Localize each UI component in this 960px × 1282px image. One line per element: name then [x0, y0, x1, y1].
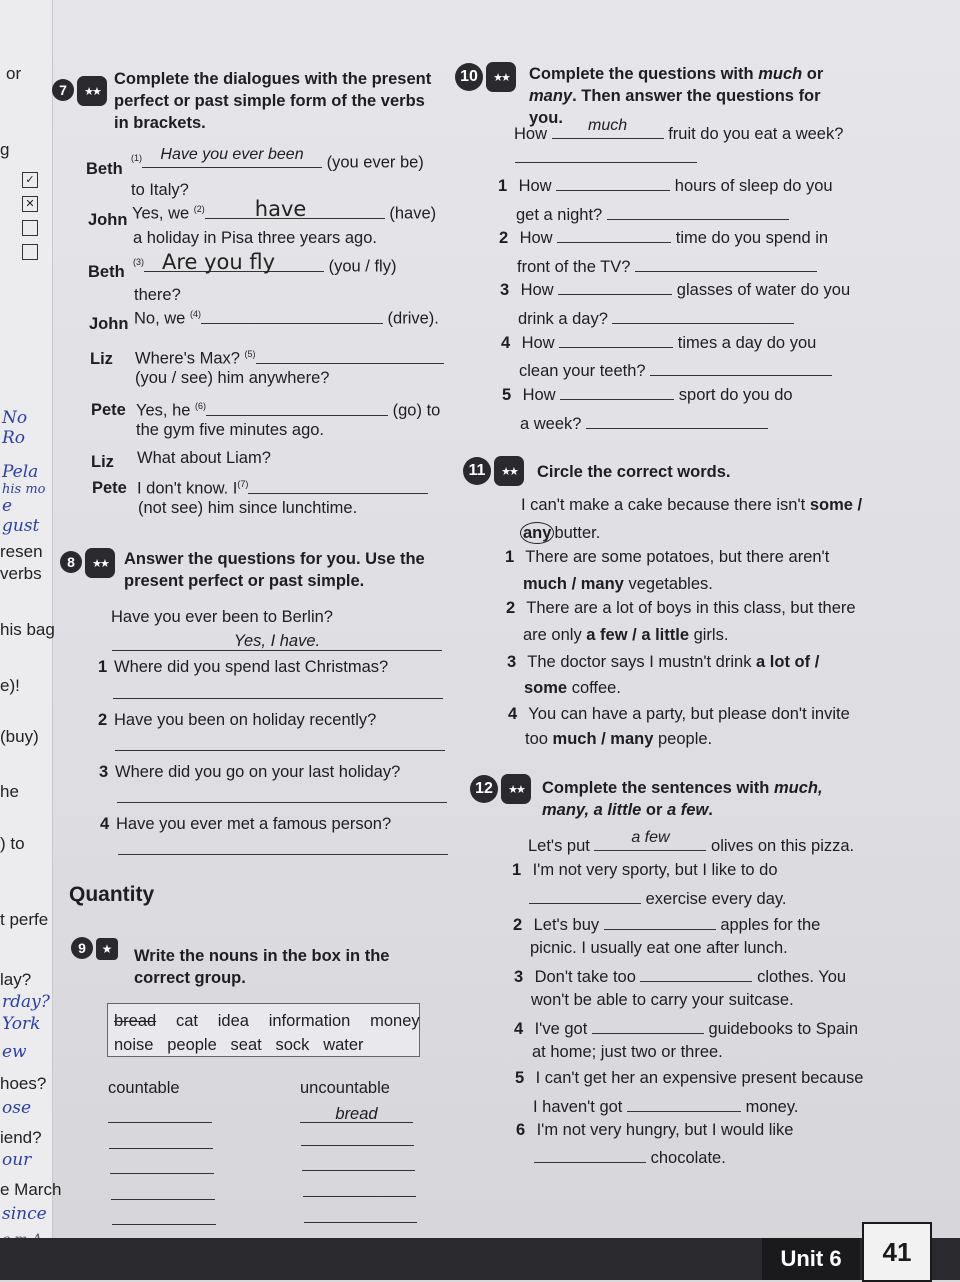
- sentence-text: people.: [658, 730, 713, 748]
- option[interactable]: some: [809, 496, 853, 514]
- left-fragment: g: [0, 140, 10, 159]
- speaker-name: Beth: [88, 263, 125, 281]
- column-heading-countable: countable: [108, 1079, 180, 1097]
- answer-line[interactable]: [304, 1222, 417, 1223]
- ref-number: (1): [131, 153, 142, 163]
- sentence-continuation: at home; just two or three.: [532, 1043, 723, 1061]
- question-text: glasses of water do you: [676, 281, 851, 299]
- dialogue-text: Where's Max?: [135, 349, 240, 368]
- question-item: [100, 813, 391, 835]
- exercise-8-header-icons: [60, 548, 115, 578]
- sentence-continuation: won't be able to carry your suitcase.: [531, 991, 794, 1009]
- dialogue-line: [133, 251, 396, 278]
- option-separator: /: [857, 496, 863, 514]
- exercise-9-instruction: Write the nouns in the box in the correct group.: [134, 947, 390, 987]
- dialogue-line: [132, 198, 436, 225]
- instruction-keyword: much, many, a little: [542, 779, 823, 819]
- two-star-icon: ★★: [486, 62, 516, 92]
- sentence-text: girls.: [693, 626, 729, 644]
- answer-blank[interactable]: [607, 201, 789, 220]
- option-pair[interactable]: a few / a little: [586, 626, 689, 644]
- answer-line[interactable]: [110, 1173, 214, 1174]
- sentence-item: [514, 963, 846, 988]
- answer-blank[interactable]: [558, 276, 672, 295]
- answer-line[interactable]: [109, 1148, 213, 1149]
- answer-blank[interactable]: [650, 357, 832, 376]
- word: people: [167, 1036, 217, 1054]
- question-item: [499, 224, 828, 249]
- sentence-item: [514, 1015, 858, 1040]
- question-text: get a night?: [516, 206, 603, 224]
- example-answer: bread: [335, 1105, 378, 1123]
- left-fragment: e March: [0, 1180, 62, 1199]
- exercise-number-badge: 11: [463, 457, 491, 485]
- dialogue-line: [131, 147, 424, 174]
- item-number: 3: [507, 653, 517, 671]
- question-continuation: [516, 201, 789, 226]
- sentence-item: [506, 597, 856, 619]
- exercise-7-instruction: Complete the dialogues with the present perfect or past simple form of the verbs in brackets.: [114, 70, 432, 132]
- sentence-item: [507, 651, 819, 673]
- two-star-icon: ★★: [501, 774, 531, 804]
- handwriting: ew: [2, 1042, 27, 1062]
- word-box-row: [114, 1034, 364, 1056]
- sentence-item: [508, 703, 850, 725]
- sentence-text: guidebooks to Spain: [708, 1020, 858, 1038]
- instruction-keyword: many: [529, 87, 573, 105]
- question-text: fruit do you eat a week?: [668, 125, 844, 143]
- left-fragment: ) to: [0, 834, 25, 853]
- question-text: How: [514, 125, 548, 143]
- answer-text: Have you ever been: [160, 145, 304, 163]
- instruction-text: or: [641, 801, 668, 819]
- question-text: front of the TV?: [517, 258, 631, 276]
- question-continuation: [518, 305, 794, 330]
- item-number: 3: [99, 763, 109, 781]
- handwriting: rday?: [2, 992, 50, 1012]
- word: idea: [217, 1012, 249, 1030]
- exercise-11-instruction: Circle the correct words.: [537, 463, 731, 481]
- word-box-row: [114, 1010, 420, 1032]
- option[interactable]: some: [524, 679, 568, 697]
- answer-blank[interactable]: [556, 172, 670, 191]
- answer-blank[interactable]: [256, 345, 444, 364]
- word-box: [107, 1003, 420, 1057]
- answer-blank[interactable]: [604, 911, 716, 930]
- exercise-number-badge: 7: [52, 79, 74, 101]
- sentence-text: money.: [745, 1098, 799, 1116]
- sentence-text: clothes. You: [757, 968, 847, 986]
- answer-line[interactable]: [301, 1145, 414, 1146]
- speaker-name: Beth: [86, 160, 123, 178]
- sentence-text: butter.: [554, 524, 601, 542]
- sentence-text: Let's buy: [533, 916, 600, 934]
- handwritten-answer: Are you fly: [162, 249, 276, 274]
- dialogue-text: No, we: [134, 309, 186, 328]
- sentence-item: [513, 911, 820, 936]
- speaker-name: Liz: [90, 350, 113, 368]
- instruction-keyword: much: [758, 65, 803, 83]
- ref-number: (5): [244, 349, 256, 359]
- answer-text: much: [588, 117, 628, 134]
- sentence-item: [512, 859, 778, 881]
- instruction-keyword: a few: [667, 801, 709, 819]
- left-fragment: hoes?: [0, 1074, 47, 1093]
- item-number: 5: [515, 1069, 525, 1087]
- answer-blank[interactable]: [586, 410, 768, 429]
- speaker-name: John: [89, 315, 129, 333]
- item-number: 1: [498, 177, 508, 195]
- sentence-text: You can have a party, but please don't invite: [528, 705, 850, 723]
- question-text: Have you been on holiday recently?: [114, 711, 377, 729]
- word: information: [268, 1012, 351, 1030]
- answer-line[interactable]: [112, 1224, 216, 1225]
- sentence-text: Let's put: [528, 837, 590, 855]
- left-fragment: iend?: [0, 1128, 42, 1147]
- sentence-text: chocolate.: [650, 1149, 726, 1167]
- question-text: Where did you spend last Christmas?: [114, 658, 389, 676]
- instruction-text: Complete the sentences with: [542, 779, 774, 797]
- speaker-name: John: [88, 211, 128, 229]
- handwriting: Ro: [2, 428, 26, 448]
- dialogue-text: Yes, we: [132, 204, 190, 223]
- dialogue-line: What about Liam?: [137, 449, 271, 467]
- dialogue-continuation: (not see) him since lunchtime.: [138, 499, 358, 517]
- question-text: How: [522, 386, 556, 404]
- answer-blank[interactable]: [552, 117, 664, 139]
- checkbox-column: ✓ ✕: [22, 172, 38, 272]
- answer-blank[interactable]: [529, 885, 641, 904]
- answer-blank[interactable]: [205, 196, 385, 221]
- answer-blank[interactable]: [635, 253, 817, 272]
- question-text: Have you ever met a famous person?: [116, 815, 392, 833]
- question-text: times a day do you: [677, 334, 817, 352]
- answer-blank[interactable]: [612, 305, 794, 324]
- dialogue-line: [136, 395, 440, 422]
- answer-line[interactable]: [118, 854, 448, 855]
- dialogue-continuation: a holiday in Pisa three years ago.: [133, 229, 377, 247]
- instruction-text: .: [708, 801, 713, 819]
- speaker-name: Liz: [91, 453, 114, 471]
- example-question: Have you ever been to Berlin?: [111, 608, 333, 626]
- speaker-name: Pete: [92, 479, 127, 497]
- item-number: 1: [505, 548, 515, 566]
- ref-number: (4): [189, 309, 201, 319]
- handwriting: his mo: [2, 482, 46, 497]
- item-number: 4: [508, 705, 518, 723]
- question-text: How: [520, 281, 554, 299]
- sentence-text: I've got: [534, 1020, 588, 1038]
- item-number: 3: [500, 281, 510, 299]
- item-number: 5: [502, 386, 512, 404]
- word: sock: [275, 1036, 310, 1054]
- question-text: a week?: [520, 415, 582, 433]
- sentence-continuation: [534, 1144, 726, 1169]
- speaker-name: Pete: [91, 401, 126, 419]
- sentence-text: There are some potatoes, but there aren't: [525, 548, 830, 566]
- question-text: How: [518, 177, 552, 195]
- sentence-text: are only: [523, 626, 582, 644]
- example-sentence-continuation: [520, 522, 600, 544]
- left-fragment: lay?: [0, 970, 32, 989]
- sentence-item: [516, 1119, 793, 1141]
- answer-line[interactable]: [108, 1122, 212, 1123]
- exercise-number-badge: 12: [470, 775, 498, 803]
- sentence-text: apples for the: [720, 916, 821, 934]
- sentence-continuation: [529, 885, 787, 910]
- example-sentence: [521, 494, 862, 516]
- word-crossed: bread: [114, 1012, 157, 1030]
- sentence-continuation: [533, 1093, 798, 1118]
- dialogue-continuation: (you / see) him anywhere?: [135, 369, 330, 387]
- question-item: [98, 709, 376, 731]
- answer-line[interactable]: [303, 1196, 416, 1197]
- instruction-text: or: [802, 65, 824, 83]
- answer-blank[interactable]: [534, 1144, 646, 1163]
- item-number: 1: [512, 861, 522, 879]
- item-number: 1: [98, 658, 108, 676]
- sentence-continuation: picnic. I usually eat one after lunch.: [530, 939, 788, 957]
- sentence-text: olives on this pizza.: [711, 837, 855, 855]
- option-pair[interactable]: much / many: [552, 730, 654, 748]
- dialogue-line: [137, 473, 428, 500]
- handwriting: No: [2, 408, 28, 428]
- answer-line[interactable]: [111, 1199, 215, 1200]
- exercise-number-badge: 10: [455, 63, 483, 91]
- item-number: 2: [513, 916, 523, 934]
- answer-blank[interactable]: [201, 305, 383, 324]
- answer-blank[interactable]: [640, 963, 752, 982]
- sentence-text: I can't get her an expensive present because: [535, 1069, 864, 1087]
- question-item: [498, 172, 833, 197]
- question-text: drink a day?: [518, 310, 608, 328]
- instruction-text: . Then answer the questions for you.: [529, 87, 821, 127]
- exercise-10-header-icons: [455, 62, 516, 92]
- ref-number: (2): [193, 204, 205, 214]
- sentence-continuation: [525, 728, 712, 750]
- answer-text: a few: [631, 829, 670, 846]
- word: money: [370, 1012, 420, 1030]
- sentence-text: I'm not very sporty, but I like to do: [532, 861, 778, 879]
- dialogue-continuation: the gym five minutes ago.: [136, 421, 325, 439]
- sentence-text: There are a lot of boys in this class, but there: [526, 599, 856, 617]
- sentence-text: exercise every day.: [645, 890, 787, 908]
- question-continuation: [520, 410, 768, 435]
- example-answer: Yes, I have.: [233, 632, 321, 650]
- circled-option[interactable]: any: [520, 522, 554, 544]
- exercise-7-header-icons: [52, 76, 107, 106]
- answer-blank[interactable]: [592, 1015, 704, 1034]
- dialogue-text: I don't know. I: [137, 479, 238, 498]
- instruction-text: Complete the questions with: [529, 65, 759, 83]
- section-title: Quantity: [69, 883, 155, 906]
- item-number: 4: [100, 815, 110, 833]
- question-text: How: [519, 229, 553, 247]
- dialogue-line: [135, 343, 444, 370]
- one-star-icon: ★: [96, 938, 118, 960]
- left-fragment: verbs: [0, 564, 42, 583]
- exercise-8-instruction: Answer the questions for you. Use the present perfect or past simple.: [124, 550, 425, 590]
- left-fragment: he: [0, 782, 19, 801]
- answer-blank[interactable]: [206, 397, 388, 416]
- column-heading-uncountable: uncountable: [300, 1079, 390, 1097]
- handwriting: Pela: [2, 462, 39, 482]
- question-item: [99, 761, 400, 783]
- question-text: How: [521, 334, 555, 352]
- verb-hint: (drive).: [387, 309, 439, 328]
- question-text: clean your teeth?: [519, 362, 646, 380]
- sentence-text: vegetables.: [628, 575, 713, 593]
- answer-line[interactable]: [113, 698, 443, 699]
- answer-blank[interactable]: [557, 224, 671, 243]
- sentence-text: I'm not very hungry, but I would like: [536, 1121, 794, 1139]
- question-text: time do you spend in: [675, 229, 829, 247]
- answer-blank[interactable]: [248, 475, 428, 494]
- two-star-icon: ★★: [77, 76, 107, 106]
- sentence-text: I haven't got: [533, 1098, 623, 1116]
- answer-blank[interactable]: [144, 249, 324, 274]
- sentence-text: The doctor says I mustn't drink: [527, 653, 752, 671]
- dialogue-continuation: to Italy?: [131, 181, 189, 199]
- answer-line[interactable]: [515, 162, 697, 163]
- left-fragment: (buy): [0, 727, 39, 746]
- left-fragment: or: [6, 64, 22, 83]
- answer-line[interactable]: [115, 750, 445, 751]
- item-number: 2: [506, 599, 516, 617]
- question-text: sport do you do: [678, 386, 793, 404]
- answer-line[interactable]: [117, 802, 447, 803]
- handwriting: e: [2, 496, 13, 516]
- word: cat: [175, 1012, 198, 1030]
- exercise-11-header-icons: [463, 456, 524, 486]
- page-number: 41: [862, 1222, 932, 1282]
- example-question: [514, 117, 844, 145]
- sentence-text: too: [525, 730, 548, 748]
- handwriting: York: [2, 1014, 41, 1034]
- option-pair[interactable]: much / many: [523, 575, 624, 593]
- answer-blank[interactable]: [627, 1093, 741, 1112]
- exercise-12-instruction: [542, 777, 842, 821]
- exercise-number-badge: 9: [71, 937, 93, 959]
- exercise-9-header-icons: [71, 937, 118, 960]
- answer-blank[interactable]: [559, 329, 673, 348]
- ref-number: (6): [195, 401, 207, 411]
- question-item: [500, 276, 850, 301]
- left-fragment: t perfe: [0, 910, 49, 929]
- ref-number: (3): [133, 257, 144, 267]
- answer-blank[interactable]: [560, 381, 674, 400]
- sentence-text: I can't make a cake because there isn't: [521, 496, 806, 514]
- example-sentence: [528, 829, 855, 857]
- verb-hint: (you ever be): [326, 153, 424, 172]
- left-fragment: his bag: [0, 620, 55, 639]
- ref-number: (7): [237, 479, 249, 489]
- item-number: 4: [514, 1020, 524, 1038]
- word: water: [323, 1036, 364, 1054]
- handwritten-answer: have: [254, 196, 307, 221]
- sentence-item: [515, 1067, 863, 1089]
- item-number: 6: [516, 1121, 526, 1139]
- item-number: 4: [501, 334, 511, 352]
- handwriting: since: [2, 1204, 47, 1224]
- question-item: [502, 381, 793, 406]
- sentence-item: [505, 546, 829, 568]
- question-continuation: [517, 253, 817, 278]
- answer-blank[interactable]: [142, 145, 322, 168]
- sentence-text: coffee.: [571, 679, 621, 697]
- exercise-12-header-icons: [470, 774, 531, 804]
- item-number: 2: [98, 711, 108, 729]
- two-star-icon: ★★: [494, 456, 524, 486]
- exercise-number-badge: 8: [60, 551, 82, 573]
- answer-blank[interactable]: [594, 829, 706, 851]
- answer-line[interactable]: [302, 1170, 415, 1171]
- verb-hint: (you / fly): [328, 257, 397, 276]
- sentence-continuation: [524, 677, 621, 699]
- question-item: [98, 656, 388, 678]
- question-continuation: [519, 357, 832, 382]
- left-fragment: resen: [0, 542, 43, 561]
- question-text: Where did you go on your last holiday?: [115, 763, 401, 781]
- question-text: hours of sleep do you: [674, 177, 833, 195]
- option-pair[interactable]: a lot of /: [756, 653, 820, 671]
- unit-label: Unit 6: [762, 1238, 860, 1280]
- handwriting: gust: [2, 516, 40, 536]
- question-item: [501, 329, 816, 354]
- dialogue-line: [134, 303, 439, 330]
- word: noise: [114, 1036, 154, 1054]
- left-page-edge: [0, 0, 62, 1280]
- sentence-text: Don't take too: [534, 968, 636, 986]
- verb-hint: (go) to: [392, 401, 441, 420]
- handwriting: our: [2, 1150, 32, 1170]
- word: seat: [230, 1036, 262, 1054]
- item-number: 3: [514, 968, 524, 986]
- dialogue-continuation: there?: [134, 286, 181, 304]
- two-star-icon: ★★: [85, 548, 115, 578]
- left-fragment: e)!: [0, 676, 20, 695]
- sentence-continuation: [523, 624, 728, 646]
- handwriting: ose: [2, 1098, 32, 1118]
- sentence-continuation: [523, 573, 713, 595]
- item-number: 2: [499, 229, 509, 247]
- verb-hint: (have): [389, 204, 437, 223]
- dialogue-text: Yes, he: [136, 401, 191, 420]
